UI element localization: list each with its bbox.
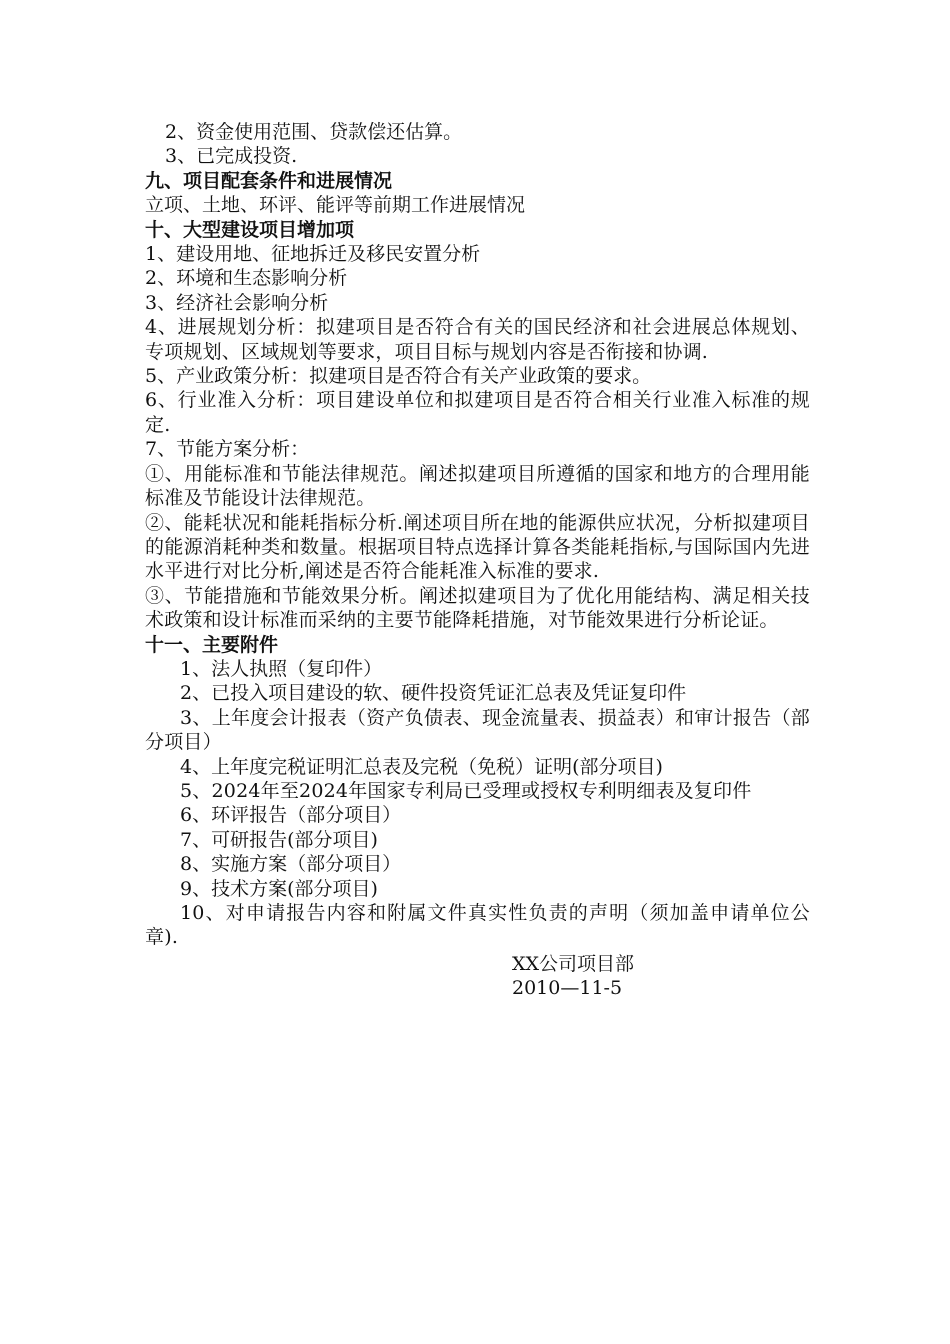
section-heading: 十一、主要附件 [145, 633, 279, 656]
sub-item: ①、用能标准和节能法律规范。阐述拟建项目所遵循的国家和地方的合理用能标准及节能设计法律规范。 [145, 462, 810, 510]
list-item: 7、节能方案分析： [145, 438, 310, 461]
list-item: 5、产业政策分析：拟建项目是否符合有关产业政策的要求。 [145, 365, 652, 388]
list-item: 6、行业准入分析：项目建设单位和拟建项目是否符合相关行业准入标准的规定. [145, 389, 810, 436]
list-item: 3、已完成投资. [165, 145, 298, 168]
list-item: 8、实施方案（部分项目） [180, 853, 402, 876]
list-item: 3、上年度会计报表（资产负债表、现金流量表、损益表）和审计报告（部分项目） [145, 706, 810, 754]
list-item: 1、法人执照（复印件） [180, 657, 383, 680]
list-item: 10、对申请报告内容和附属文件真实性负责的声明（须加盖申请单位公章). [145, 902, 810, 949]
section-text: 立项、土地、环评、能评等前期工作进展情况 [145, 194, 526, 217]
list-item: 2、资金使用范围、贷款偿还估算。 [165, 121, 463, 143]
list-item: 9、技术方案(部分项目) [180, 877, 378, 900]
signature-org: XX公司项目部 [512, 952, 635, 975]
list-item: 5、2024年至2024年国家专利局已受理或授权专利明细表及复印件 [180, 779, 752, 802]
list-item: 4、上年度完税证明汇总表及完税（免税）证明(部分项目) [180, 755, 663, 778]
signature-date: 2010—11-5 [512, 977, 623, 1000]
sub-item: ②、能耗状况和能耗指标分析.阐述项目所在地的能源供应状况，分析拟建项目的能源消耗种类和数量。根据项目特点选择计算各类能耗指标,与国际国内先进水平进行对比分析,阐述是否符合能耗准入标准的要求. [145, 511, 810, 583]
list-item: 2、已投入项目建设的软、硬件投资凭证汇总表及凭证复印件 [180, 682, 687, 705]
document-page [145, 120, 810, 1001]
section-heading: 九、项目配套条件和进展情况 [145, 169, 393, 192]
list-item: 4、进展规划分析：拟建项目是否符合有关的国民经济和社会进展总体规划、专项规划、区域规划等要求，项目目标与规划内容是否衔接和协调. [145, 316, 810, 363]
list-item: 7、可研报告(部分项目) [180, 828, 378, 851]
list-item: 3、经济社会影响分析 [145, 291, 329, 314]
list-item: 6、环评报告（部分项目） [180, 804, 402, 827]
list-item: 2、环境和生态影响分析 [145, 267, 348, 290]
sub-item: ③、节能措施和节能效果分析。阐述拟建项目为了优化用能结构、满足相关技术政策和设计标准而采纳的主要节能降耗措施，对节能效果进行分析论证。 [145, 584, 810, 632]
list-item: 1、建设用地、征地拆迁及移民安置分析 [145, 243, 481, 266]
section-heading: 十、大型建设项目增加项 [145, 218, 355, 241]
